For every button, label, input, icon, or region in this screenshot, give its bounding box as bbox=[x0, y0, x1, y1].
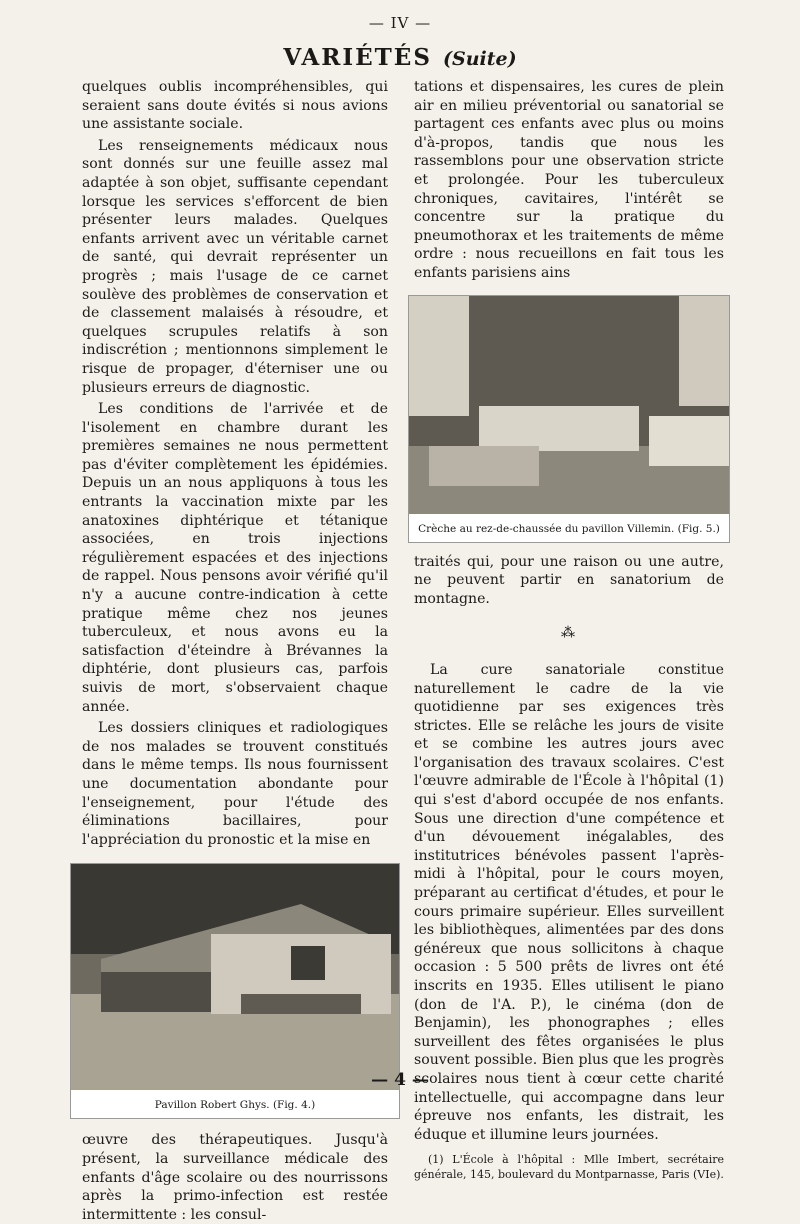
nursery-photo bbox=[409, 296, 729, 514]
figure-5-caption: Crèche au rez-de-chaussée du pavillon Villemin. (Fig. 5.) bbox=[418, 522, 720, 535]
figure-5 bbox=[408, 295, 730, 543]
right-column bbox=[414, 78, 724, 1182]
left-paragraph-5: œuvre des thérapeutiques. Jusqu'à présent, la surveillance médicale des enfants d'âge scolaire ou des nourrissons après la primo-infection est restée intermittente : les consul- bbox=[82, 1132, 388, 1223]
asterism: ⁂ bbox=[561, 625, 577, 642]
left-paragraph-1: quelques oublis incompréhensibles, qui seraient sans doute évités si nous avions une assistante sociale. bbox=[82, 79, 388, 133]
left-paragraph-2: Les renseignements médicaux nous sont donnés sur une feuille assez mal adaptée à son objet, suffisante cependant lorsque les services s'efforcent de bien présenter leurs malades. Quelques enfants arrivent avec un véritable carnet de santé, qui devrait représenter un progrès ; mais l'usage de ce carnet soulève des problèmes de conservation et de classement malaisés à résoudre, et quelques scrupules relatifs à son indiscrétion ; mentionnons simplement le risque de propager, d'éterniser une ou plusieurs erreurs de diagnostic. bbox=[82, 137, 388, 396]
footnote: (1) L'École à l'hôpital : Mlle Imbert, secrétaire générale, 145, boulevard du Montparnasse, Paris (VIe). bbox=[414, 1153, 724, 1182]
figure-4-caption: Pavillon Robert Ghys. (Fig. 4.) bbox=[154, 1099, 316, 1112]
page-heading bbox=[0, 44, 800, 71]
right-paragraph-2: traités qui, pour une raison ou une autre, ne peuvent partir en sanatorium de montagne. bbox=[414, 553, 724, 607]
page-number-top: — IV — bbox=[368, 14, 432, 32]
right-paragraph-3: La cure sanatoriale constitue naturellement le cadre de la vie quotidienne par ses exigences très strictes. Elle se relâche les jours de visite et se combine les autres jours avec l'organisation des travaux scolaires. C'est l'œuvre admirable de l'École à l'hôpital (1) qui s'est d'abord occupée de nos enfants. Sous une direction d'une compétence et d'un dévouement inégalables, des institutrices bénévoles passent l'après-midi à l'hôpital, pour le cours moyen, préparant au certificat d'études, et pour le cours primaire supérieur. Elles surveillent les bibliothèques, alimentées par des dons généreux que nous sollicitons à chaque occasion : 5 500 prêts de livres ont été inscrits en 1935. Elles utilisent le piano (don de l'A. P.), le cinéma (don de Benjamin), les phonographes ; elles surveillent des fêtes organisées le plus souvent possible. Bien plus que les progrès scolaires nous tient à cœur cette charité intellectuelle, qui accompagne dans leur épreuve nos enfants, les distrait, les éduque et illumine leurs journées. bbox=[414, 661, 724, 1143]
section-title: VARIÉTÉS bbox=[283, 44, 432, 71]
left-column bbox=[82, 78, 388, 1224]
pavilion-photo bbox=[71, 864, 399, 1090]
section-subtitle: (Suite) bbox=[443, 48, 517, 70]
left-paragraph-3: Les conditions de l'arrivée et de l'isolement en chambre durant les premières semaines ne nous permettent pas d'éviter complètement les épidémies. Depuis un an nous appliquons à tous les entrants la vaccination mixte par les anatoxines diphtérique et tétanique associées, en trois injections régulièrement espacées et des injections de rappel. Nous pensons avoir vérifié qu'il n'y a aucune contre-indication à cette pratique même chez nos jeunes tuberculeux, et nous avons eu la satisfaction d'éteindre à Brévannes la diphtérie, dont plusieurs cas, parfois suivis de mort, s'observaient chaque année. bbox=[82, 401, 388, 715]
right-paragraph-1: tations et dispensaires, les cures de plein air en milieu préventorial ou sanatorial se partagent ces enfants avec plus ou moins d'à-propos, tandis que nous les rassemblons pour une observation stricte et prolongée. Pour les tuberculeux chroniques, cavitaires, l'intérêt se concentre sur la pratique du pneumothorax et les traitements de même ordre : nous recueillons en fait tous les enfants parisiens ains bbox=[414, 79, 724, 281]
page-number-bottom: — 4 — bbox=[371, 1070, 429, 1090]
left-paragraph-4: Les dossiers cliniques et radiologiques de nos malades se trouvent constitués dans le même temps. Ils nous fournissent une documentation abondante pour l'enseignement, pour l'étude des éliminations bacillaires, pour l'appréciation du pronostic et la mise en bbox=[82, 720, 388, 848]
